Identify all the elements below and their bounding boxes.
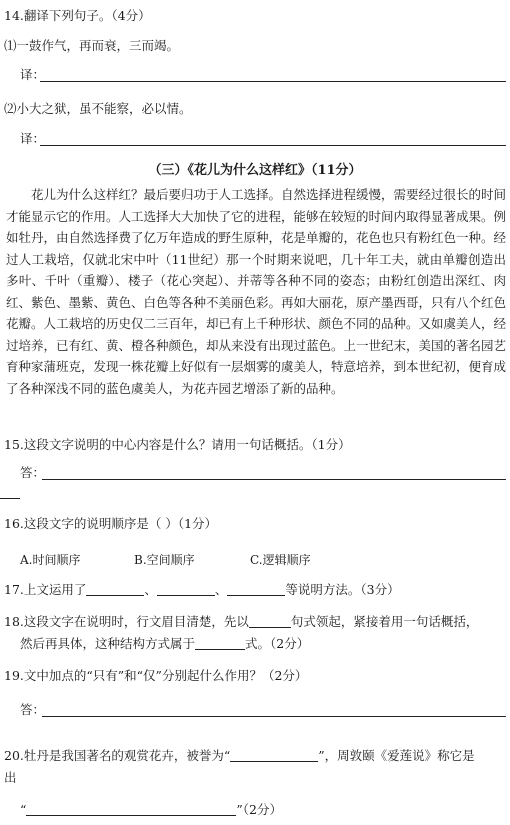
- q20-question-line-3: [20, 802, 282, 818]
- q14-title: 14.翻译下列句子。（4分）: [4, 8, 151, 23]
- q14-sentence-1: ⑴一鼓作气，再而衰，三而竭。: [4, 38, 180, 53]
- q18-question-line-1: [4, 614, 478, 630]
- q14-answer-line-1[interactable]: [40, 81, 506, 82]
- passage-paragraph: 花儿为什么这样红？最后要归功于人工选择。自然选择进程缓慢，需要经过很长的时间才能显示它的作用。人工选择大大加快了它的进程，能够在较短的时间内取得显著成果。例如牡丹，由自然选择费了亿万年造成的野生原种，花是单瓣的，花色也只有粉红色一种。经过人工栽培，仅就北宋中叶（11世纪）那一个时期来说吧，几十年工夫，就由单瓣创造出多叶、千叶（重瓣）、楼子（花心突起）、并蒂等各种不同的姿态；由粉红创造出深红、肉红、紫色、墨紫、黄色、白色等各种不美丽色彩。再如大丽花，原产墨西哥，只有八个红色花瓣。人工栽培的历史仅二三百年，却已有上千种形状、颜色不同的品种。又如虞美人，经过培养，已有红、黄、橙各种颜色，却从来没有出现过蓝色。上一世纪末，美国的著名园艺育种家蒲班克，发现一株花瓣上好似有一层烟雾的虞美人，特意培养，到本世纪初，便育成了各种深浅不同的蓝色虞美人，为花卉园艺增添了新的品种。: [6, 187, 507, 396]
- q16-option-c[interactable]: C.逻辑顺序: [250, 553, 311, 567]
- q15-answer-line[interactable]: [42, 479, 506, 480]
- q20-question-line-2: 出: [4, 770, 17, 785]
- q19-answer-label: 答：: [20, 702, 46, 717]
- section-heading: （三）《花儿为什么这样红》（11分）: [148, 163, 362, 178]
- q15-question: 15.这段文字说明的中心内容是什么？请用一句话概括。（1分）: [4, 437, 351, 452]
- q17-text-d: 等说明方法。（3分）: [285, 582, 400, 597]
- q16-option-a[interactable]: A.时间顺序: [20, 553, 81, 567]
- q18-question-line-2: [20, 636, 309, 652]
- q14-translate-label-2: 译：: [20, 131, 46, 146]
- q18-text-a: 18.这段文字在说明时，行文眉目清楚，先以: [4, 614, 249, 629]
- q17-text-b: 、: [144, 582, 157, 597]
- q20-blank-1[interactable]: [230, 749, 318, 762]
- q14-translate-label-1: 译：: [20, 67, 46, 82]
- q19-question: 19.文中加点的“只有”和“仅”分别起什么作用？（2分）: [4, 668, 308, 683]
- q18-text-d: 式。（2分）: [245, 636, 310, 651]
- q20-text-b: ”，周敦颐《爱莲说》称它是: [318, 748, 475, 763]
- q20-text-a: 20.牡丹是我国著名的观赏花卉，被誉为“: [4, 748, 231, 763]
- q15-answer-label: 答：: [20, 465, 46, 480]
- q18-text-b: 句式领起，紧接着用一句话概括，: [290, 614, 479, 629]
- q20-text-e: ”（2分）: [236, 802, 282, 817]
- q17-question: [4, 582, 400, 598]
- q17-blank-3[interactable]: [227, 583, 285, 596]
- q18-blank-2[interactable]: [195, 637, 245, 650]
- q17-text-a: 17.上文运用了: [4, 582, 87, 597]
- q14-answer-line-2[interactable]: [40, 145, 506, 146]
- q20-question-line-1: [4, 748, 475, 764]
- q16-question: 16.这段文字的说明顺序是（ ）（1分）: [4, 516, 218, 531]
- q17-blank-2[interactable]: [157, 583, 215, 596]
- q19-answer-line[interactable]: [42, 716, 506, 717]
- q16-option-b[interactable]: B.空间顺序: [134, 553, 195, 567]
- q18-blank-1[interactable]: [249, 615, 291, 628]
- q20-blank-2[interactable]: [26, 803, 236, 816]
- q17-blank-1[interactable]: [86, 583, 144, 596]
- q15-answer-line-cont[interactable]: [0, 498, 20, 499]
- q14-sentence-2: ⑵小大之狱，虽不能察，必以情。: [4, 101, 192, 116]
- q18-text-c: 然后再具体，这种结构方式属于: [20, 636, 196, 651]
- q20-text-d: “: [20, 802, 27, 817]
- q17-text-c: 、: [214, 582, 228, 597]
